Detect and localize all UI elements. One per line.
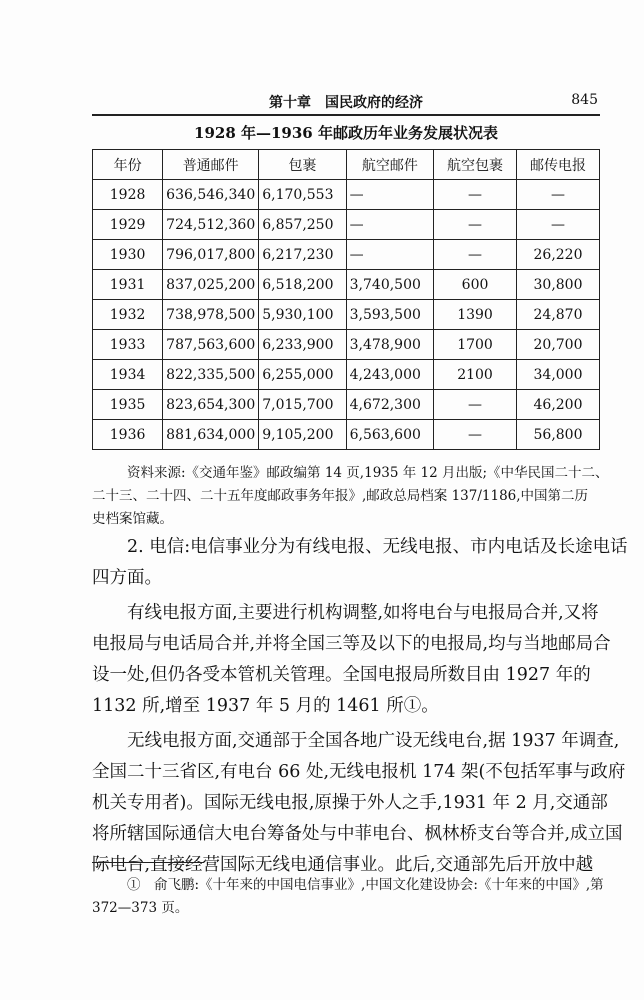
table-cell: 6,233,900 <box>259 330 346 360</box>
table-cell: 1390 <box>434 300 517 330</box>
table-cell: 6,563,600 <box>346 420 433 450</box>
table-cell: 1935 <box>93 390 163 420</box>
table-row <box>93 390 600 420</box>
table-row <box>93 420 600 450</box>
table-cell: 4,672,300 <box>346 390 433 420</box>
table-cell: — <box>346 180 433 210</box>
table-cell: 24,870 <box>517 300 600 330</box>
footnote-line: 372—373 页。 <box>92 900 189 916</box>
table-cell: 1936 <box>93 420 163 450</box>
table-cell: — <box>434 240 517 270</box>
text-line: 设一处,但仍各受本管机关管理。全国电报局所数目由 1927 年的 <box>92 665 591 685</box>
table-cell: 5,930,100 <box>259 300 346 330</box>
table-header-row <box>93 150 600 180</box>
table-cell: 3,593,500 <box>346 300 433 330</box>
table-cell: 4,243,000 <box>346 360 433 390</box>
table-cell: 796,017,800 <box>163 240 259 270</box>
table-cell: 3,478,900 <box>346 330 433 360</box>
footnote-line: ① 俞飞鹏:《十年来的中国电信事业》,中国文化建设协会:《十年来的中国》,第 <box>127 877 604 893</box>
table-cell: 822,335,500 <box>163 360 259 390</box>
text-line: 2. 电信:电信事业分为有线电报、无线电报、市内电话及长途电话 <box>127 537 628 557</box>
body-text <box>92 532 628 881</box>
table-cell: 56,800 <box>517 420 600 450</box>
table-cell: 2100 <box>434 360 517 390</box>
table-cell: 1928 <box>93 180 163 210</box>
table-cell: 837,025,200 <box>163 270 259 300</box>
table-cell: 30,800 <box>517 270 600 300</box>
text-line: 际电台,直接经营国际无线电通信事业。此后,交通部先后开放中越 <box>92 855 594 875</box>
table-cell: 3,740,500 <box>346 270 433 300</box>
table-cell: 1929 <box>93 210 163 240</box>
table-cell: — <box>517 210 600 240</box>
table-cell: 6,170,553 <box>259 180 346 210</box>
paragraph <box>92 532 628 594</box>
column-header: 邮传电报 <box>517 150 600 180</box>
source-line: 资料来源:《交通年鉴》邮政编第 14 页,1935 年 12 月出版;《中华民国二十二、 <box>127 465 609 481</box>
postal-statistics-table <box>92 149 600 450</box>
text-line: 无线电报方面,交通部于全国各地广设无线电台,据 1937 年调查, <box>127 731 620 751</box>
table-cell: 1700 <box>434 330 517 360</box>
table-cell: 6,518,200 <box>259 270 346 300</box>
table-cell: — <box>346 240 433 270</box>
text-line: 电报局与电话局合并,并将全国三等及以下的电报局,均与当地邮局合 <box>92 634 611 654</box>
table-row <box>93 330 600 360</box>
table-cell: 6,255,000 <box>259 360 346 390</box>
paragraph <box>92 726 626 881</box>
table-cell: 9,105,200 <box>259 420 346 450</box>
text-line: 四方面。 <box>92 568 162 588</box>
source-line: 史档案馆藏。 <box>92 511 173 527</box>
table-cell: 600 <box>434 270 517 300</box>
table-cell: 724,512,360 <box>163 210 259 240</box>
text-line: 将所辖国际通信大电台筹备处与中菲电台、枫林桥支台等合并,成立国 <box>92 824 623 844</box>
column-header: 年份 <box>93 150 163 180</box>
table-cell: 1933 <box>93 330 163 360</box>
table-cell: 881,634,000 <box>163 420 259 450</box>
page-number: 845 <box>571 92 598 108</box>
table-row <box>93 180 600 210</box>
table-cell: 787,563,600 <box>163 330 259 360</box>
table-cell: 6,857,250 <box>259 210 346 240</box>
table-cell: — <box>434 390 517 420</box>
table-row <box>93 210 600 240</box>
chapter-title: 第十章 国民政府的经济 <box>269 95 423 111</box>
table-cell: 7,015,700 <box>259 390 346 420</box>
table-row <box>93 300 600 330</box>
column-header: 航空包裹 <box>434 150 517 180</box>
table-cell: 6,217,230 <box>259 240 346 270</box>
table-cell: — <box>517 180 600 210</box>
table-cell: 46,200 <box>517 390 600 420</box>
table-row <box>93 270 600 300</box>
footnote-divider <box>92 862 204 863</box>
text-line: 机关专用者)。国际无线电报,原操于外人之手,1931 年 2 月,交通部 <box>92 793 608 813</box>
footnote <box>92 874 602 920</box>
column-header: 航空邮件 <box>346 150 433 180</box>
column-header: 包裹 <box>259 150 346 180</box>
table-cell: 34,000 <box>517 360 600 390</box>
table-cell: — <box>434 420 517 450</box>
column-header: 普通邮件 <box>163 150 259 180</box>
table-cell: 1930 <box>93 240 163 270</box>
source-note <box>92 462 609 531</box>
table-row <box>93 360 600 390</box>
paragraph <box>92 598 611 722</box>
text-line: 1132 所,增至 1937 年 5 月的 1461 所①。 <box>92 696 439 716</box>
table-cell: — <box>434 210 517 240</box>
text-line: 全国二十三省区,有电台 66 处,无线电报机 174 架(不包括军事与政府 <box>92 762 626 782</box>
table-cell: — <box>346 210 433 240</box>
table-cell: 823,654,300 <box>163 390 259 420</box>
table-cell: 636,546,340 <box>163 180 259 210</box>
table-cell: 1931 <box>93 270 163 300</box>
running-header <box>92 90 600 116</box>
table-row <box>93 240 600 270</box>
text-line: 有线电报方面,主要进行机构调整,如将电台与电报局合并,又将 <box>127 603 599 623</box>
table-cell: 20,700 <box>517 330 600 360</box>
table-cell: 1934 <box>93 360 163 390</box>
table-cell: — <box>434 180 517 210</box>
table-title: 1928 年—1936 年邮政历年业务发展状况表 <box>194 124 498 142</box>
table-cell: 26,220 <box>517 240 600 270</box>
table-cell: 1932 <box>93 300 163 330</box>
table-cell: 738,978,500 <box>163 300 259 330</box>
source-line: 二十三、二十四、二十五年度邮政事务年报》,邮政总局档案 137/1186,中国第二历 <box>92 488 589 504</box>
